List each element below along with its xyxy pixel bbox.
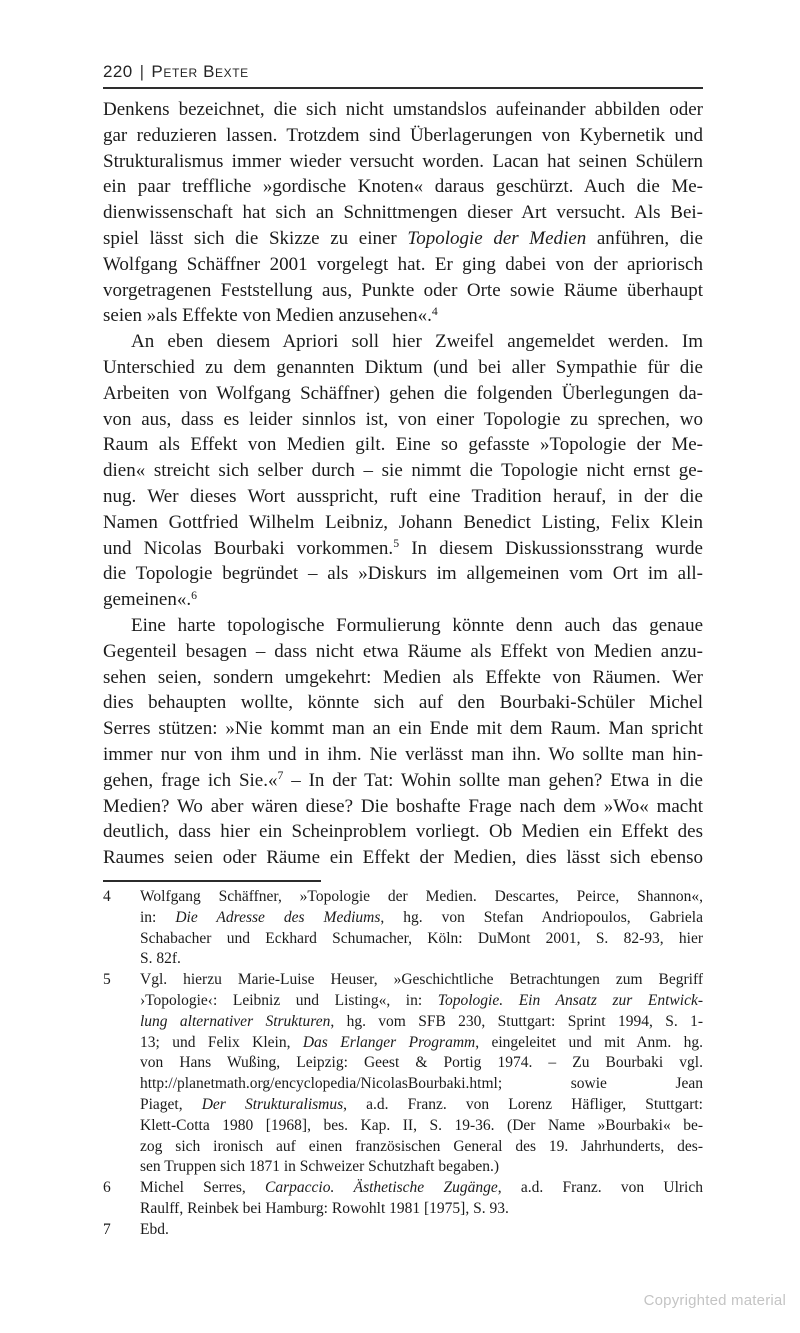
text-line: Unterschied zu dem genannten Diktum (und bei aller Sympathie für die [103,356,703,378]
text-line: Gegenteil besagen – dass nicht etwa Räume als Effekt von Medien anzu- [103,640,703,662]
text-line: dienwissenschaft hat sich an Schnittmengen dieser Art versucht. Als Bei- [103,202,703,224]
text-line: Denkens bezeichnet, die sich nicht umstandslos aufeinander abbilden oder [103,99,703,120]
text-line: Raum als Effekt von Medien gilt. Eine so gefasste »Topologie der Me- [103,434,703,456]
footnote-separator-rule [103,880,321,882]
footnote-line: Raulff, Reinbek bei Hamburg: Rowohlt 1981 [1975], S. 93. [140,1199,509,1217]
text-line: gemeinen«.$^6$ [103,588,197,611]
footnote-number: 5 [103,971,111,989]
text-line: vorgetragenen Feststellung aus, Punkte oder Orte sowie Räume überhaupt [103,279,703,301]
page-number: 220 [103,62,133,81]
footnote [103,1178,703,1220]
text-line: Namen Gottfried Wilhelm Leibniz, Johann Benedict Listing, Felix Klein [103,511,703,533]
footnote-line: Vgl. hierzu Marie-Luise Heuser, »Geschichtliche Betrachtungen zum Begriff [140,971,703,989]
footnote [103,970,703,1178]
footnote-line: Michel Serres, Carpaccio. Ästhetische Zugänge, a.d. Franz. von Ulrich [140,1179,703,1197]
footnote-text [140,1178,703,1220]
footnote-number: 7 [103,1220,111,1238]
footnote-line: 13; und Felix Klein, Das Erlanger Programm, eingeleitet und mit Anm. hg. [140,1033,703,1051]
paragraph [103,613,703,871]
footnote-line: sen Truppen sich 1871 in Schweizer Schutzhaft begaben.) [140,1158,500,1176]
text-line: gehen, frage ich Sie.«$^7$ – In der Tat: Wohin sollte man gehen? Etwa in die [103,769,703,791]
text-line: nug. Wer dieses Wort ausspricht, ruft eine Tradition herauf, in der die [103,485,703,507]
text-line: gar reduzieren lassen. Trotzdem sind Überlagerungen von Kybernetik und [103,124,703,146]
text-line: Raumes seien oder Räume ein Effekt der Medien, dies lässt sich ebenso [103,847,703,869]
footnote-line: http://planetmath.org/encyclopedia/NicolasBourbaki.html; sowie Jean [140,1075,703,1093]
text-line: dies behaupten wollte, könnte sich auf den Bourbaki-Schüler Michel [103,692,703,714]
text-line: und Nicolas Bourbaki vorkommen.$^5$ In diesem Diskussionsstrang wurde [103,537,703,559]
footnote-line: Schabacher und Eckhard Schumacher, Köln: DuMont 2001, S. 82-93, hier [140,929,703,947]
text-line: Medien? Wo aber wären diese? Die boshafte Frage nach dem »Wo« macht [103,795,703,817]
text-line: deutlich, dass hier ein Scheinproblem vorliegt. Ob Medien ein Effekt des [103,821,703,843]
footnote-number: 4 [103,888,111,905]
running-head [103,62,703,89]
text-line: die Topologie begründet – als »Diskurs im allgemeinen vom Ort im all- [103,563,703,585]
text-line: Arbeiten von Wolfgang Schäffner) gehen die folgenden Überlegungen da- [103,382,703,404]
text-line: An eben diesem Apriori soll hier Zweifel angemeldet werden. Im [131,331,703,353]
paragraph [103,329,703,613]
text-line: ein paar treffliche »gordische Knoten« daraus geschürzt. Auch die Me- [103,176,703,198]
footnote-marker: 6 [191,588,197,602]
footnotes [103,887,703,1241]
footnote-line: von Hans Wußing, Leipzig: Geest & Portig 1974. – Zu Bourbaki vgl. [140,1054,703,1072]
footnote-text [140,1220,703,1241]
copyright-watermark: Copyrighted material [643,1292,786,1309]
footnote-line: zog sich ironisch auf einen französischen General des 19. Jahrhunderts, des- [140,1137,703,1155]
footnote-line: in: Die Adresse des Mediums, hg. von Stefan Andriopoulos, Gabriela [140,908,703,926]
footnote-line: lung alternativer Strukturen, hg. vom SFB 230, Stuttgart: Sprint 1994, S. 1- [140,1012,703,1030]
text-line: dien« streicht sich selber durch – sie nimmt die Topologie nicht ernst ge- [103,460,703,482]
text-line: Serres stützen: »Nie kommt man an ein Ende mit dem Raum. Man spricht [103,718,703,740]
footnote-marker: 7 [277,769,284,783]
footnote-number: 6 [103,1179,111,1197]
text-line: Wolfgang Schäffner 2001 vorgelegt hat. Er ging dabei von der apriorisch [103,253,703,275]
footnote [103,887,703,970]
header-separator: | [139,62,145,81]
footnote-text [140,970,703,1178]
running-head-author: Peter Bexte [151,62,249,81]
footnote-line: Wolfgang Schäffner, »Topologie der Medien. Descartes, Peirce, Shannon«, [140,888,703,905]
footnote-line: Ebd. [140,1220,169,1238]
text-line: spiel lässt sich die Skizze zu einer Topologie der Medien anführen, die [103,227,703,249]
text-line: seien »als Effekte von Medien anzusehen«.$^4$ [103,304,438,327]
footnote-text [140,887,703,970]
footnote-marker: 4 [431,304,438,318]
text-line: sehen seien, sondern umgekehrt: Medien als Effekte von Räumen. Wer [103,666,703,688]
text-line: immer nur von ihm und in ihm. Nie verlässt man ihn. Wo sollte man hin- [103,743,703,765]
footnote-line: Piaget, Der Strukturalismus, a.d. Franz. von Lorenz Häfliger, Stuttgart: [140,1095,703,1113]
text-line: Strukturalismus immer wieder versucht worden. Lacan hat seinen Schülern [103,150,703,172]
body-text [103,97,703,871]
paragraph [103,97,703,329]
text-line: von aus, dass es leider sinnlos ist, von einer Topologie zu sprechen, wo [103,408,703,430]
footnote-line: Klett-Cotta 1980 [1968], bes. Kap. II, S. 19-36. (Der Name »Bourbaki« be- [140,1116,703,1134]
text-line: Eine harte topologische Formulierung könnte denn auch das genaue [131,614,703,636]
footnote-marker: 5 [393,537,400,551]
footnote [103,1220,703,1241]
footnote-line: S. 82f. [140,950,181,968]
footnote-line: ›Topologie‹: Leibniz und Listing«, in: Topologie. Ein Ansatz zur Entwick- [140,991,703,1009]
